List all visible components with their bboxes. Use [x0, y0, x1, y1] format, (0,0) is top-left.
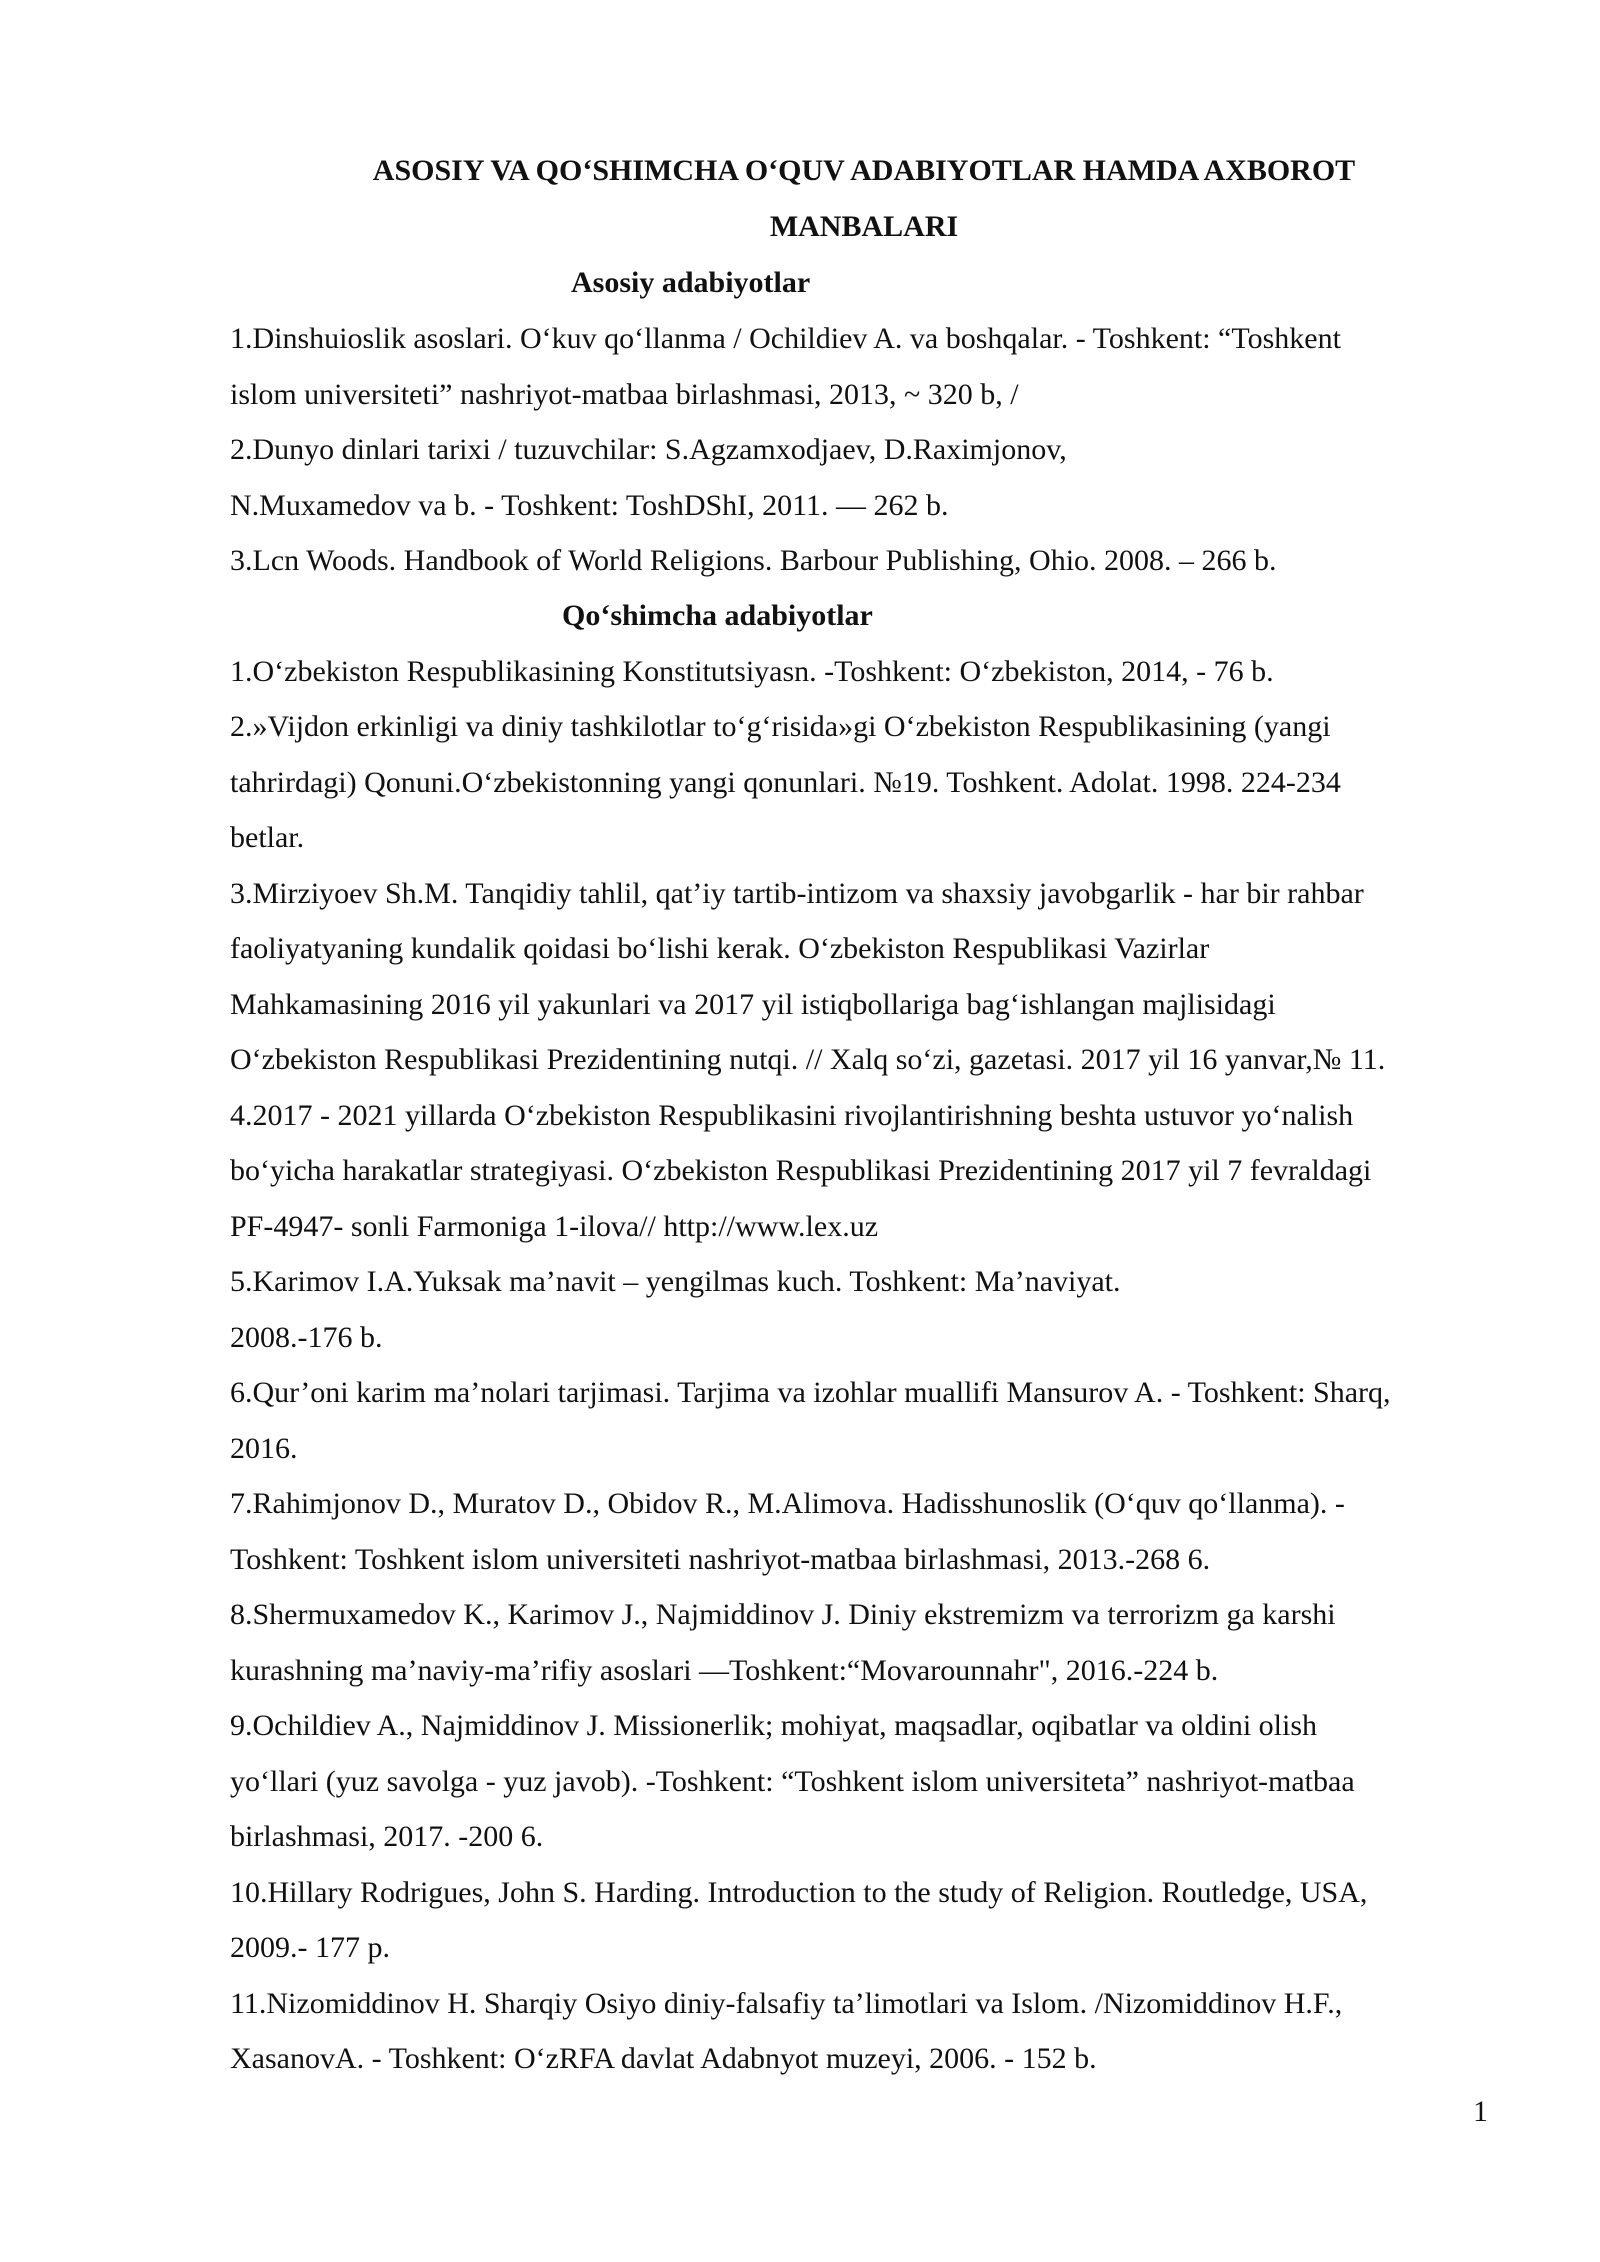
- page-title-continuation: MANBALARI: [769, 210, 959, 243]
- reference-line: 6.Qur’oni karim ma’nolari tarjimasi. Tarjima va izohlar muallifi Mansurov A. - Toshkent: Sharq,: [230, 1376, 1391, 1409]
- section-heading-asosiy: Asosiy adabiyotlar: [571, 266, 811, 299]
- reference-line: kurashning ma’naviy-ma’rifiy asoslari —Toshkent:“Movarounnahr", 2016.-224 b.: [230, 1654, 1219, 1687]
- section-heading-qoshimcha: Qo‘shimcha adabiyotlar: [562, 599, 873, 632]
- page-title: ASOSIY VA QO‘SHIMCHA O‘QUV ADABIYOTLAR HAMDA AXBOROT: [372, 154, 1356, 187]
- reference-line: 2.Dunyo dinlari tarixi / tuzuvchilar: S.Agzamxodjaev, D.Raximjonov,: [230, 433, 1067, 466]
- reference-line: 5.Karimov I.A.Yuksak ma’navit – yengilmas kuch. Toshkent: Ma’naviyat.: [230, 1265, 1121, 1298]
- reference-line: 2008.-176 b.: [230, 1321, 383, 1354]
- reference-line: 2.»Vijdon erkinligi va diniy tashkilotlar to‘g‘risida»gi O‘zbekiston Respublikasining (yangi: [230, 710, 1331, 743]
- reference-line: 8.Shermuxamedov K., Karimov J., Najmiddinov J. Diniy ekstremizm va terrorizm ga karshi: [230, 1598, 1336, 1631]
- reference-line: 1.O‘zbekiston Respublikasining Konstitutsiyasn. -Toshkent: O‘zbekiston, 2014, - 76 b.: [230, 655, 1274, 688]
- reference-line: N.Muxamedov va b. - Toshkent: ToshDShI, 2011. — 262 b.: [230, 489, 949, 522]
- reference-line: XasanovA. - Toshkent: O‘zRFA davlat Adabnyot muzeyi, 2006. - 152 b.: [230, 2042, 1097, 2075]
- reference-line: Toshkent: Toshkent islom universiteti nashriyot-matbaa birlashmasi, 2013.-268 6.: [230, 1543, 1211, 1576]
- reference-line: 4.2017 - 2021 yillarda O‘zbekiston Respublikasini rivojlantirishning beshta ustuvor yo‘nalish: [230, 1099, 1354, 1132]
- reference-line: bo‘yicha harakatlar strategiyasi. O‘zbekiston Respublikasi Prezidentining 2017 yil 7 fevraldagi: [230, 1154, 1372, 1187]
- reference-line: 11.Nizomiddinov H. Sharqiy Osiyo diniy-falsafiy ta’limotlari va Islom. /Nizomiddinov H.F.,: [230, 1987, 1343, 2020]
- reference-line: betlar.: [230, 821, 305, 854]
- page-number: 1: [1473, 2095, 1488, 2128]
- reference-line: yo‘llari (yuz savolga - yuz javob). -Toshkent: “Toshkent islom universiteta” nashriyot-matbaa: [230, 1765, 1355, 1798]
- reference-line: 10.Hillary Rodrigues, John S. Harding. Introduction to the study of Religion. Routledge, USA,: [230, 1876, 1368, 1909]
- reference-line: tahrirdagi) Qonuni.O‘zbekistonning yangi qonunlari. №19. Toshkent. Adolat. 1998. 224-234: [230, 766, 1341, 799]
- reference-line: 2009.- 177 p.: [230, 1931, 390, 1964]
- reference-line: PF-4947- sonli Farmoniga 1-ilova// http://www.lex.uz: [230, 1210, 879, 1243]
- reference-line: islom universiteti” nashriyot-matbaa birlashmasi, 2013, ~ 320 b, /: [230, 378, 1019, 411]
- reference-line: 3.Mirziyoev Sh.M. Tanqidiy tahlil, qat’iy tartib-intizom va shaxsiy javobgarlik - har bir rahbar: [230, 877, 1364, 910]
- reference-line: O‘zbekiston Respublikasi Prezidentining nutqi. // Xalq so‘zi, gazetasi. 2017 yil 16 yanvar,№ 11.: [230, 1043, 1386, 1076]
- reference-line: 2016.: [230, 1432, 298, 1465]
- reference-line: birlashmasi, 2017. -200 6.: [230, 1820, 544, 1853]
- reference-line: 7.Rahimjonov D., Muratov D., Obidov R., M.Alimova. Hadisshunoslik (O‘quv qo‘llanma). -: [230, 1487, 1345, 1520]
- reference-line: Mahkamasining 2016 yil yakunlari va 2017 yil istiqbollariga bag‘ishlangan majlisidagi: [230, 988, 1276, 1021]
- reference-line: 1.Dinshuioslik asoslari. O‘kuv qo‘llanma / Ochildiev A. va boshqalar. - Toshkent: “Toshkent: [230, 322, 1341, 355]
- reference-line: 9.Ochildiev A., Najmiddinov J. Missionerlik; mohiyat, maqsadlar, oqibatlar va oldini olish: [230, 1709, 1318, 1742]
- reference-line: 3.Lcn Woods. Handbook of World Religions. Barbour Publishing, Ohio. 2008. – 266 b.: [230, 544, 1277, 577]
- reference-line: faoliyatyaning kundalik qoidasi bo‘lishi kerak. O‘zbekiston Respublikasi Vazirlar: [230, 932, 1210, 965]
